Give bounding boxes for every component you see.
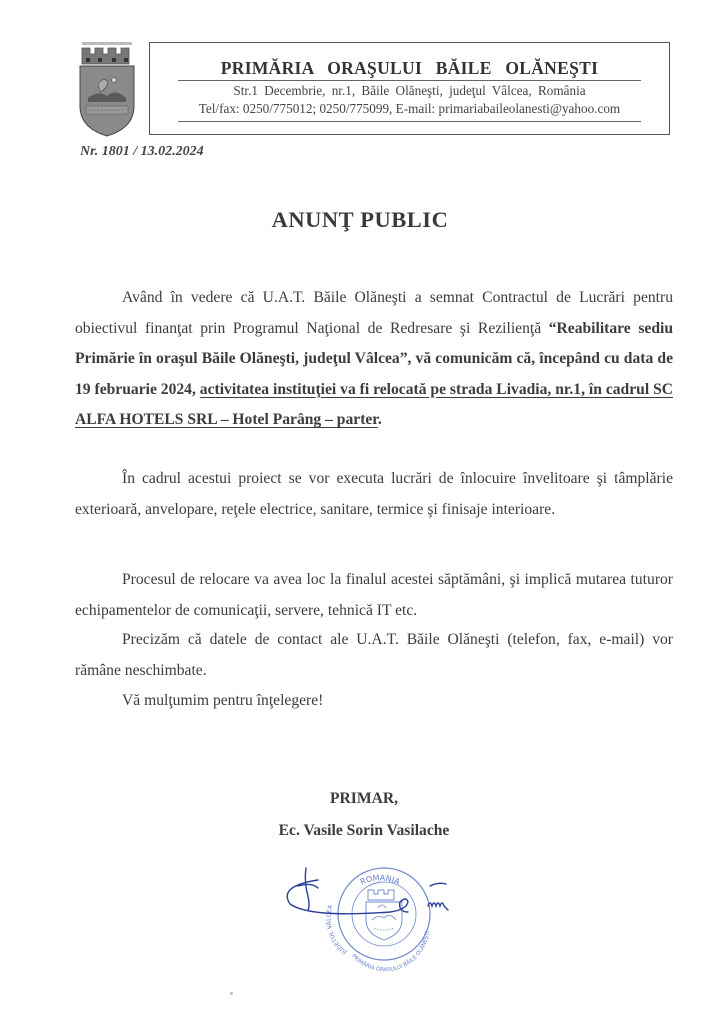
- signatory-name: Ec. Vasile Sorin Vasilache: [278, 822, 450, 839]
- coat-of-arms-logo: [76, 40, 138, 138]
- stamp-text-left: JUDETUL VÂLCEA: [325, 904, 349, 956]
- official-stamp-and-signature: [280, 856, 480, 974]
- divider: [178, 121, 641, 122]
- paragraph-2-text: În cadrul acestui proiect se vor executa lucrări de înlocuire învelitoare şi tâmplărie exterioară, anvelopare, reţele electrice, sanitare, termice şi finisaje interioare.: [75, 470, 673, 518]
- paragraph-4: [75, 625, 673, 686]
- paragraph-5: [75, 686, 673, 717]
- institution-contact: Tel/fax: 0250/775012; 0250/775099, E-mail: primariabaileolanesti@yahoo.com: [198, 101, 621, 116]
- letterhead-box: [149, 42, 670, 135]
- paragraph-1-intro: Având în vedere că U.A.T. Băile Olăneşti a semnat Contractul de Lucrări pentru obiectivul finanţat prin Programul Naţional de Redresare şi Rezilienţă: [75, 289, 673, 337]
- institution-address: Str.1 Decembrie, nr.1, Băile Olăneşti, judeţul Vâlcea, România: [233, 83, 586, 98]
- svg-text:JUDETUL VÂLCEA: [325, 903, 348, 956]
- stamp-text-bottom: PRIMĂRIA ORASULUI BĂILE OLĂNEȘTI: [350, 930, 431, 974]
- paragraph-3: [75, 565, 673, 626]
- paragraph-1-end: .: [377, 411, 382, 428]
- relocation-notice: activitatea instituţiei va fi relocată pe strada Livadia, nr.1, în cadrul SC ALFA HOTELS SRL – Hotel Parâng – parter: [75, 380, 674, 428]
- paragraph-3-text: Procesul de relocare va avea loc la finalul acestei săptămâni, şi implică mutarea tuturor echipamentelor de comunicaţii, servere, tehnică IT etc.: [75, 571, 673, 619]
- paragraph-1: [75, 283, 673, 436]
- registration-number: Nr. 1801 / 13.02.2024: [80, 144, 204, 159]
- svg-text:ROMANIA: [359, 873, 402, 887]
- institution-name: PRIMĂRIA ORAŞULUI BĂILE OLĂNEŞTI: [220, 58, 599, 78]
- paragraph-5-text: Vă mulţumim pentru înţelegere!: [122, 692, 324, 709]
- scan-speck: [230, 992, 233, 995]
- divider: [178, 80, 641, 81]
- stamp-text-top: ROMANIA: [358, 873, 402, 887]
- paragraph-4-text: Precizăm că datele de contact ale U.A.T. Băile Olăneşti (telefon, fax, e-mail) vor rămâne neschimbate.: [75, 631, 673, 679]
- paragraph-2: [75, 464, 673, 525]
- document-title: ANUNŢ PUBLIC: [271, 207, 449, 232]
- project-name: “Reabilitare sediu Primărie în oraşul Băile Olăneşti, judeţul Vâlcea”, vă comunicăm că, începând cu data de 19 februarie 2024,: [75, 319, 674, 398]
- signatory-role: PRIMAR,: [330, 790, 398, 807]
